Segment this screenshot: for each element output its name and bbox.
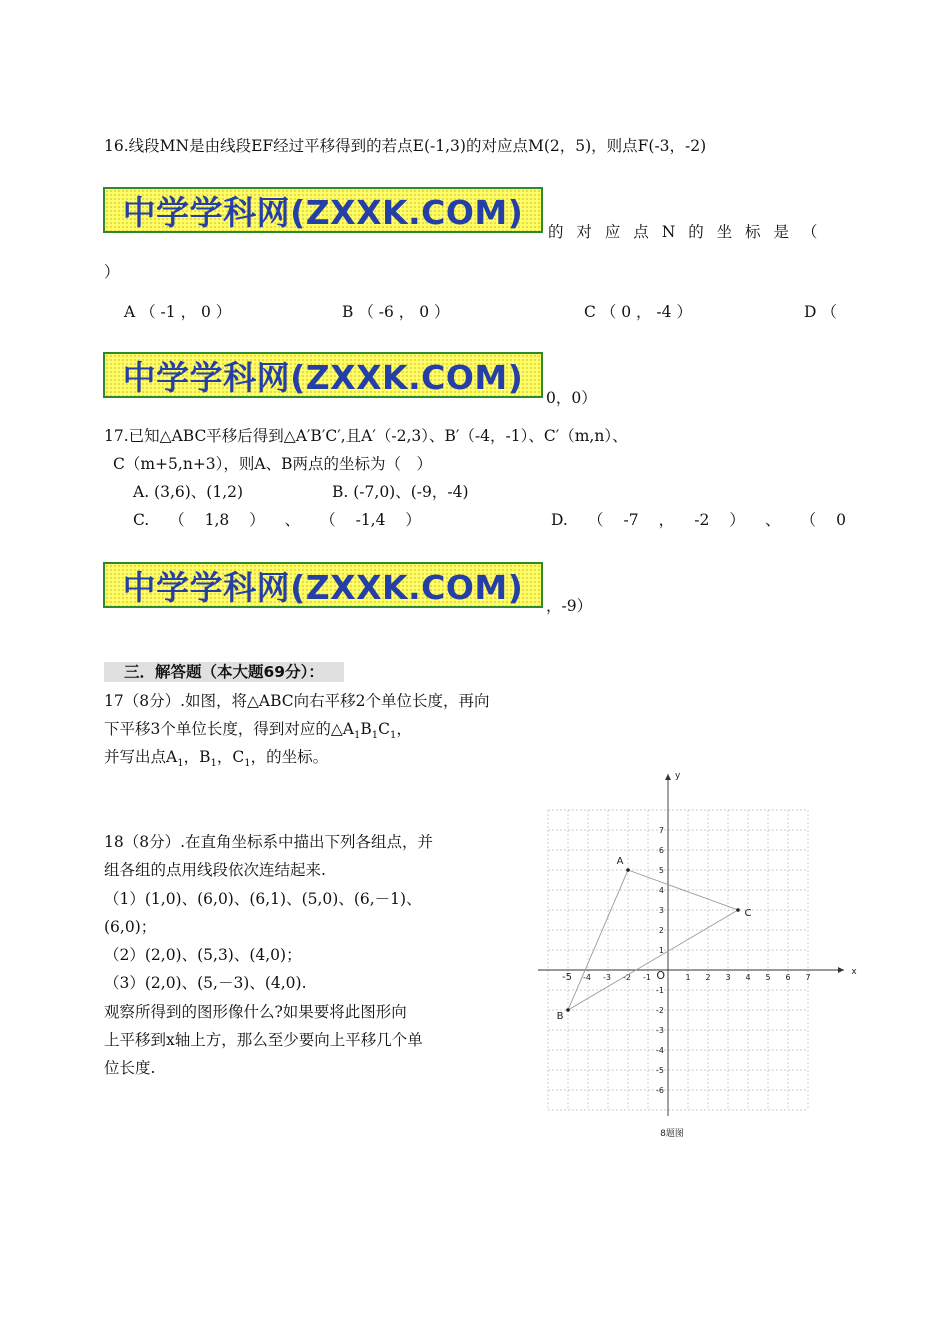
watermark-banner-3 (103, 562, 543, 608)
opt-d-part: （ (800, 511, 817, 529)
subscript: 1 (371, 730, 379, 742)
q16-option-d: D （ (804, 303, 837, 321)
x-tick-label: 3 (725, 973, 731, 982)
opt-c-part: （ (169, 511, 185, 529)
q16-option-d-tail: 0，0） (546, 389, 597, 407)
opt-c-part: ） (405, 511, 421, 529)
q16-line2 (548, 222, 845, 242)
point-b (566, 1008, 570, 1012)
opt-c-part: 、 (284, 511, 301, 529)
point-label-a: A (616, 856, 624, 867)
subscript: 1 (353, 730, 361, 742)
p17-line2-text: 下平移3个单位长度，得到对应的△A (104, 720, 354, 738)
q17a-option-b: B. (-7,0)、(-9，-4) (332, 483, 469, 501)
y-axis-arrow (665, 774, 671, 780)
q17a-line2: C（m+5,n+3），则A、B两点的坐标为（ ） (113, 455, 432, 473)
y-tick-label: 1 (658, 946, 664, 955)
section-heading: 三．解答题（本大题69分）： (104, 662, 344, 682)
p18-item1a: （1）(1,0)、(6,0)、(6,1)、(5,0)、(6,－1)、 (104, 890, 422, 908)
p18-item2: （2）(2,0)、(5,3)、(4,0)； (104, 946, 302, 964)
p17-line1: 17（8分）.如图，将△ABC向右平移2个单位长度，再向 (104, 692, 490, 710)
p18-obs1: 观察所得到的图形像什么?如果要将此图形向 (104, 1003, 407, 1021)
watermark-text: 中学学科网(ZXXK.COM) (122, 357, 524, 397)
figure-caption: 8题图 (660, 1129, 684, 1139)
p17-line3-text: ，C (216, 748, 245, 766)
q16-line2-text: 的 对 应 点 N 的 坐 标 是 （ (548, 223, 822, 241)
p17-line3-text: 并写出点A (104, 748, 178, 766)
q16-line1: 16.线段MN是由线段EF经过平移得到的若点E(-1,3)的对应点M(2，5)，则点F(-3，-2) (104, 137, 707, 155)
subscript: 1 (210, 758, 217, 770)
p17-line2-text: C (378, 720, 390, 738)
point-label-c: C (744, 908, 752, 919)
y-tick-label: -1 (656, 986, 664, 995)
point-c (736, 908, 740, 912)
q17a-option-c (133, 510, 421, 530)
p18-obs3: 位长度. (104, 1059, 156, 1077)
watermark-text: 中学学科网(ZXXK.COM) (122, 192, 524, 232)
y-tick-label: 6 (658, 846, 664, 855)
q17a-option-d (551, 510, 846, 530)
p17-line3-text: ，B (183, 748, 211, 766)
coordinate-grid-figure (530, 771, 870, 1139)
subscript: 1 (177, 758, 184, 770)
watermark-text: 中学学科网(ZXXK.COM) (122, 567, 524, 607)
p18-item3: （3）(2,0)、(5,－3)、(4,0). (104, 974, 307, 992)
triangle-abc (568, 870, 738, 1010)
x-tick-label: -3 (603, 973, 611, 982)
q17a-line1: 17.已知△ABC平移后得到△A′B′C′,且A′（-2,3）、B′（-4，-1）、C′（m,n）、 (104, 427, 628, 445)
opt-c-part: C. (133, 511, 150, 529)
y-tick-label: 2 (658, 926, 664, 935)
p17-line2 (104, 719, 412, 746)
opt-c-part: （ (320, 511, 336, 529)
y-tick-label: -2 (656, 1006, 664, 1015)
opt-c-part: ） (249, 511, 265, 529)
opt-d-part: -2 (694, 511, 710, 529)
y-tick-label: -3 (656, 1026, 664, 1035)
x-tick-label: 1 (685, 973, 691, 982)
p17-line2-text: ， (396, 720, 412, 738)
x-tick-label: 4 (745, 973, 751, 982)
x-tick-label: -4 (583, 973, 591, 982)
watermark-banner-2 (103, 352, 543, 398)
y-tick-label: 5 (658, 866, 664, 875)
y-axis-label: y (675, 771, 681, 781)
x-axis-label: x (851, 967, 857, 977)
watermark-banner-1 (103, 187, 543, 233)
x-tick-label: 7 (805, 973, 811, 982)
y-tick-label: 7 (658, 826, 664, 835)
origin-label: O (656, 969, 665, 982)
x-tick-label: 2 (705, 973, 711, 982)
opt-d-part: ， (658, 511, 675, 529)
x-tick-label: 5 (765, 973, 771, 982)
q16-option-c: C （ 0 ， -4 ） (584, 303, 692, 321)
subscript: 1 (390, 730, 397, 742)
y-tick-label: 4 (658, 886, 664, 895)
opt-c-part: -1,4 (355, 511, 386, 529)
opt-d-part: ） (729, 511, 745, 529)
p18-line1: 18（8分）.在直角坐标系中描出下列各组点，并 (104, 833, 434, 851)
y-tick-label: -4 (656, 1046, 664, 1055)
y-tick-label: -5 (656, 1066, 664, 1075)
point-a (626, 868, 630, 872)
q17a-option-d-tail: ，-9） (546, 597, 593, 615)
x-tick-label: -5 (562, 972, 572, 983)
q16-line3: ） (104, 263, 120, 281)
opt-d-part: -7 (623, 511, 639, 529)
x-tick-label: 6 (785, 973, 791, 982)
opt-c-part: 1,8 (204, 511, 230, 529)
x-tick-label: -2 (623, 973, 631, 982)
opt-d-part: 0 (836, 511, 846, 529)
x-axis-arrow (838, 967, 844, 973)
y-tick-label: -6 (656, 1086, 664, 1095)
x-tick-label: -1 (643, 973, 651, 982)
p17-line3 (104, 747, 328, 774)
p17-line3-text: ，的坐标。 (250, 748, 329, 766)
point-label-b: B (556, 1011, 564, 1022)
opt-d-part: （ (587, 511, 604, 529)
p18-line2: 组各组的点用线段依次连结起来. (104, 861, 326, 879)
p18-item1b: (6,0)； (104, 918, 157, 936)
q16-option-b: B （ -6 ， 0 ） (342, 303, 450, 321)
opt-d-part: D. (551, 511, 568, 529)
q16-option-a: A （ -1 ， 0 ） (124, 303, 232, 321)
y-tick-label: 3 (658, 906, 664, 915)
q17a-option-a: A. (3,6)、(1,2) (133, 483, 244, 501)
p18-obs2: 上平移到x轴上方，那么至少要向上平移几个单 (104, 1031, 423, 1049)
p17-line2-text: B (360, 720, 372, 738)
subscript: 1 (244, 758, 251, 770)
opt-d-part: 、 (764, 511, 781, 529)
